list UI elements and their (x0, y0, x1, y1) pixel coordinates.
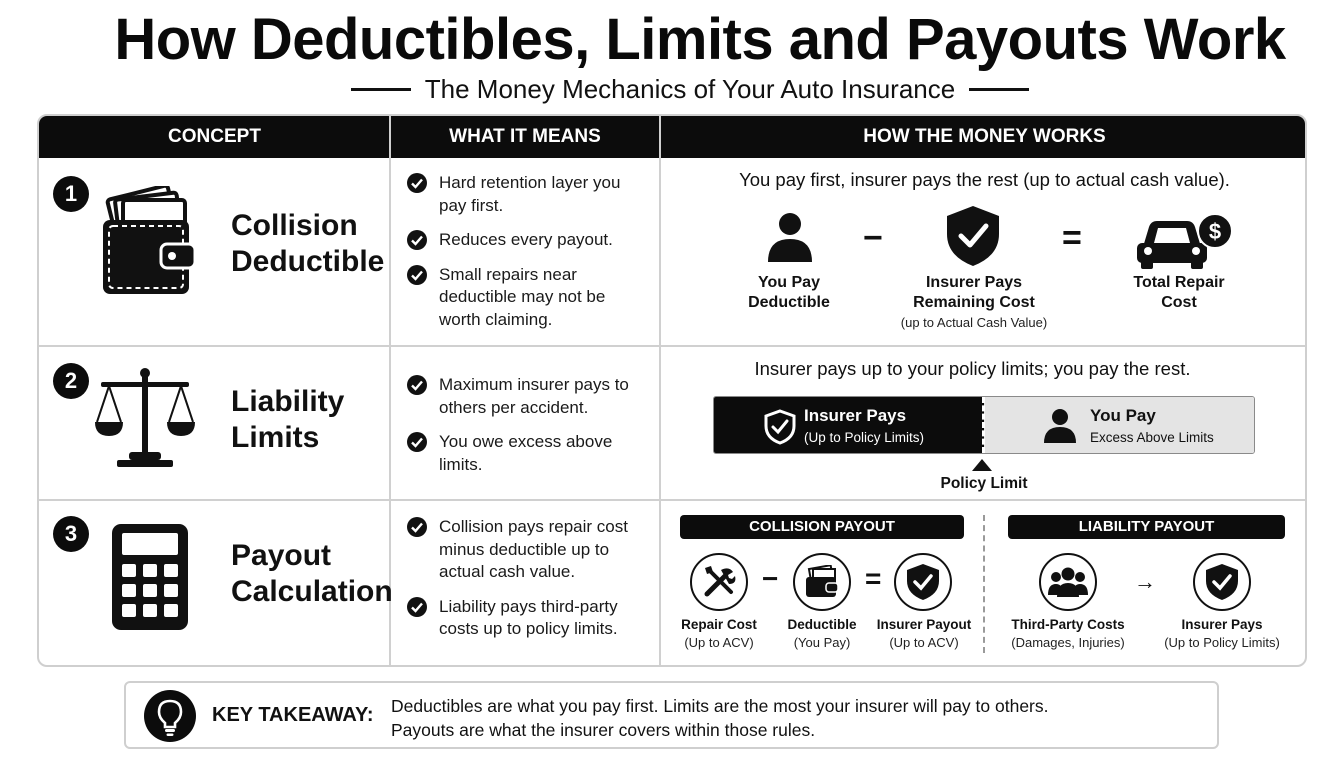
shield-check-icon (764, 409, 796, 445)
concept-title-line: Collision (231, 209, 358, 242)
row-divider (39, 499, 1305, 501)
insurer-pays-note: (up to Actual Cash Value) (900, 315, 1048, 330)
key-takeaway-line: Payouts are what the insurer covers within those rules. (391, 720, 816, 740)
bullet-text: Hard retention layer you pay first. (439, 173, 621, 215)
policy-limit-label: Policy Limit (940, 475, 1028, 492)
concept-title-line: Calculation (231, 575, 393, 608)
payout-divider (983, 515, 985, 653)
repair-tools-circle (690, 553, 748, 611)
insurer-payout-circle (894, 553, 952, 611)
check-icon (407, 230, 427, 250)
list-item (407, 431, 647, 476)
check-icon (407, 597, 427, 617)
check-icon (407, 173, 427, 193)
insurer-payout-sub: (Up to ACV) (889, 635, 959, 650)
list-item (407, 516, 647, 584)
bullet-text: You owe excess above limits. (439, 432, 613, 474)
bullet-text: Small repairs near deductible may not be worth claiming. (439, 264, 606, 329)
subtitle-row (0, 74, 1344, 105)
insurer-payout-label: Insurer Payout (876, 617, 972, 632)
bullet-text: Liability pays third-party costs up to policy limits. (439, 596, 618, 638)
equals-sign: = (1062, 219, 1082, 257)
bullet-text: Reduces every payout. (439, 230, 613, 249)
total-cost-label: Total Repair Cost (1133, 274, 1225, 311)
calculator-icon (112, 524, 188, 630)
bullet-text: Maximum insurer pays to others per accident. (439, 375, 629, 417)
deductible-circle (793, 553, 851, 611)
insurer-pays-title: Insurer Pays (804, 406, 907, 425)
step-number-badge: 1 (53, 176, 89, 212)
column-header-meaning: WHAT IT MEANS (449, 126, 601, 147)
limit-divider (982, 397, 985, 453)
svg-text:$: $ (1208, 219, 1222, 244)
concept-title-line: Payout (231, 539, 332, 572)
list-item (407, 374, 647, 419)
insurer-pays-sub: (Up to Policy Limits) (804, 430, 925, 445)
equals-sign: = (865, 563, 882, 594)
concepts-table (37, 114, 1307, 667)
concept-title (231, 538, 393, 610)
arrow-icon: → (1134, 569, 1156, 594)
collision-payout-label: COLLISION PAYOUT (680, 515, 964, 539)
minus-sign: − (762, 563, 779, 594)
triangle-marker-icon (972, 459, 992, 471)
concept-title-line: Limits (231, 421, 320, 454)
page-subtitle: The Money Mechanics of Your Auto Insurance (424, 74, 956, 104)
scales-icon (95, 366, 195, 470)
third-party-label: Third-Party Costs (1011, 617, 1125, 632)
lightbulb-icon (144, 690, 196, 742)
list-item (407, 172, 647, 217)
step-number-badge: 3 (53, 516, 89, 552)
subtitle-rule-left (351, 88, 411, 91)
check-icon (407, 265, 427, 285)
wallet-icon (99, 186, 199, 298)
deductible-sub: (You Pay) (793, 635, 851, 650)
person-icon (766, 212, 814, 262)
insurer-pays-circle (1193, 553, 1251, 611)
bullet-list (407, 172, 647, 331)
key-takeaway-box (124, 681, 1219, 749)
you-pay-segment (984, 397, 1255, 453)
repair-cost-label: Repair Cost (681, 617, 757, 632)
wallet-icon (804, 565, 840, 599)
you-pay-sub: Excess Above Limits (1090, 430, 1214, 445)
concept-title-line: Liability (231, 385, 345, 418)
car-dollar-icon (1135, 213, 1235, 269)
you-pay-label: You Pay Deductible (748, 274, 830, 311)
group-icon (1048, 567, 1088, 597)
key-takeaway-text (391, 694, 1049, 742)
bullet-text: Collision pays repair cost minus deductible up to actual cash value. (439, 517, 628, 581)
list-item (407, 229, 647, 252)
person-icon (1044, 409, 1076, 443)
third-party-sub: (Damages, Injuries) (1011, 635, 1125, 650)
column-header-money: HOW THE MONEY WORKS (863, 126, 1106, 147)
bullet-list (407, 374, 647, 476)
bullet-list (407, 516, 647, 641)
concept-title-line: Deductible (231, 245, 385, 278)
list-item (407, 596, 647, 641)
you-pay-title: You Pay (1090, 406, 1156, 425)
row-caption: Insurer pays up to your policy limits; you pay the rest. (754, 358, 1191, 379)
tools-icon (701, 564, 737, 600)
insurer-pays-label: Insurer Pays (1181, 617, 1263, 632)
key-takeaway-line: Deductibles are what you pay first. Limits are the most your insurer will pay to others. (391, 696, 1049, 716)
insurer-pays-sub: (Up to Policy Limits) (1164, 635, 1280, 650)
shield-check-icon (906, 563, 940, 601)
step-number-badge: 2 (53, 363, 89, 399)
limit-bar (713, 396, 1255, 454)
liability-payout-label: LIABILITY PAYOUT (1008, 515, 1285, 539)
concept-title (231, 384, 344, 456)
shield-check-icon (945, 204, 1001, 268)
key-takeaway-label: KEY TAKEAWAY: (212, 704, 374, 726)
third-party-circle (1039, 553, 1097, 611)
column-header-concept: CONCEPT (168, 126, 261, 147)
subtitle-rule-right (969, 88, 1029, 91)
insurer-pays-segment (714, 397, 984, 453)
minus-sign: − (863, 219, 883, 257)
concept-title (231, 208, 384, 280)
list-item (407, 264, 647, 332)
repair-cost-sub: (Up to ACV) (684, 635, 754, 650)
shield-check-icon (1205, 563, 1239, 601)
row-divider (39, 345, 1305, 347)
row-caption: You pay first, insurer pays the rest (up to actual cash value). (739, 169, 1230, 190)
page-title: How Deductibles, Limits and Payouts Work (114, 7, 1286, 72)
deductible-label: Deductible (787, 617, 857, 632)
table-header (39, 116, 1305, 158)
insurer-pays-label: Insurer Pays Remaining Cost (913, 274, 1035, 311)
column-divider (659, 116, 661, 667)
check-icon (407, 375, 427, 395)
check-icon (407, 517, 427, 537)
check-icon (407, 432, 427, 452)
